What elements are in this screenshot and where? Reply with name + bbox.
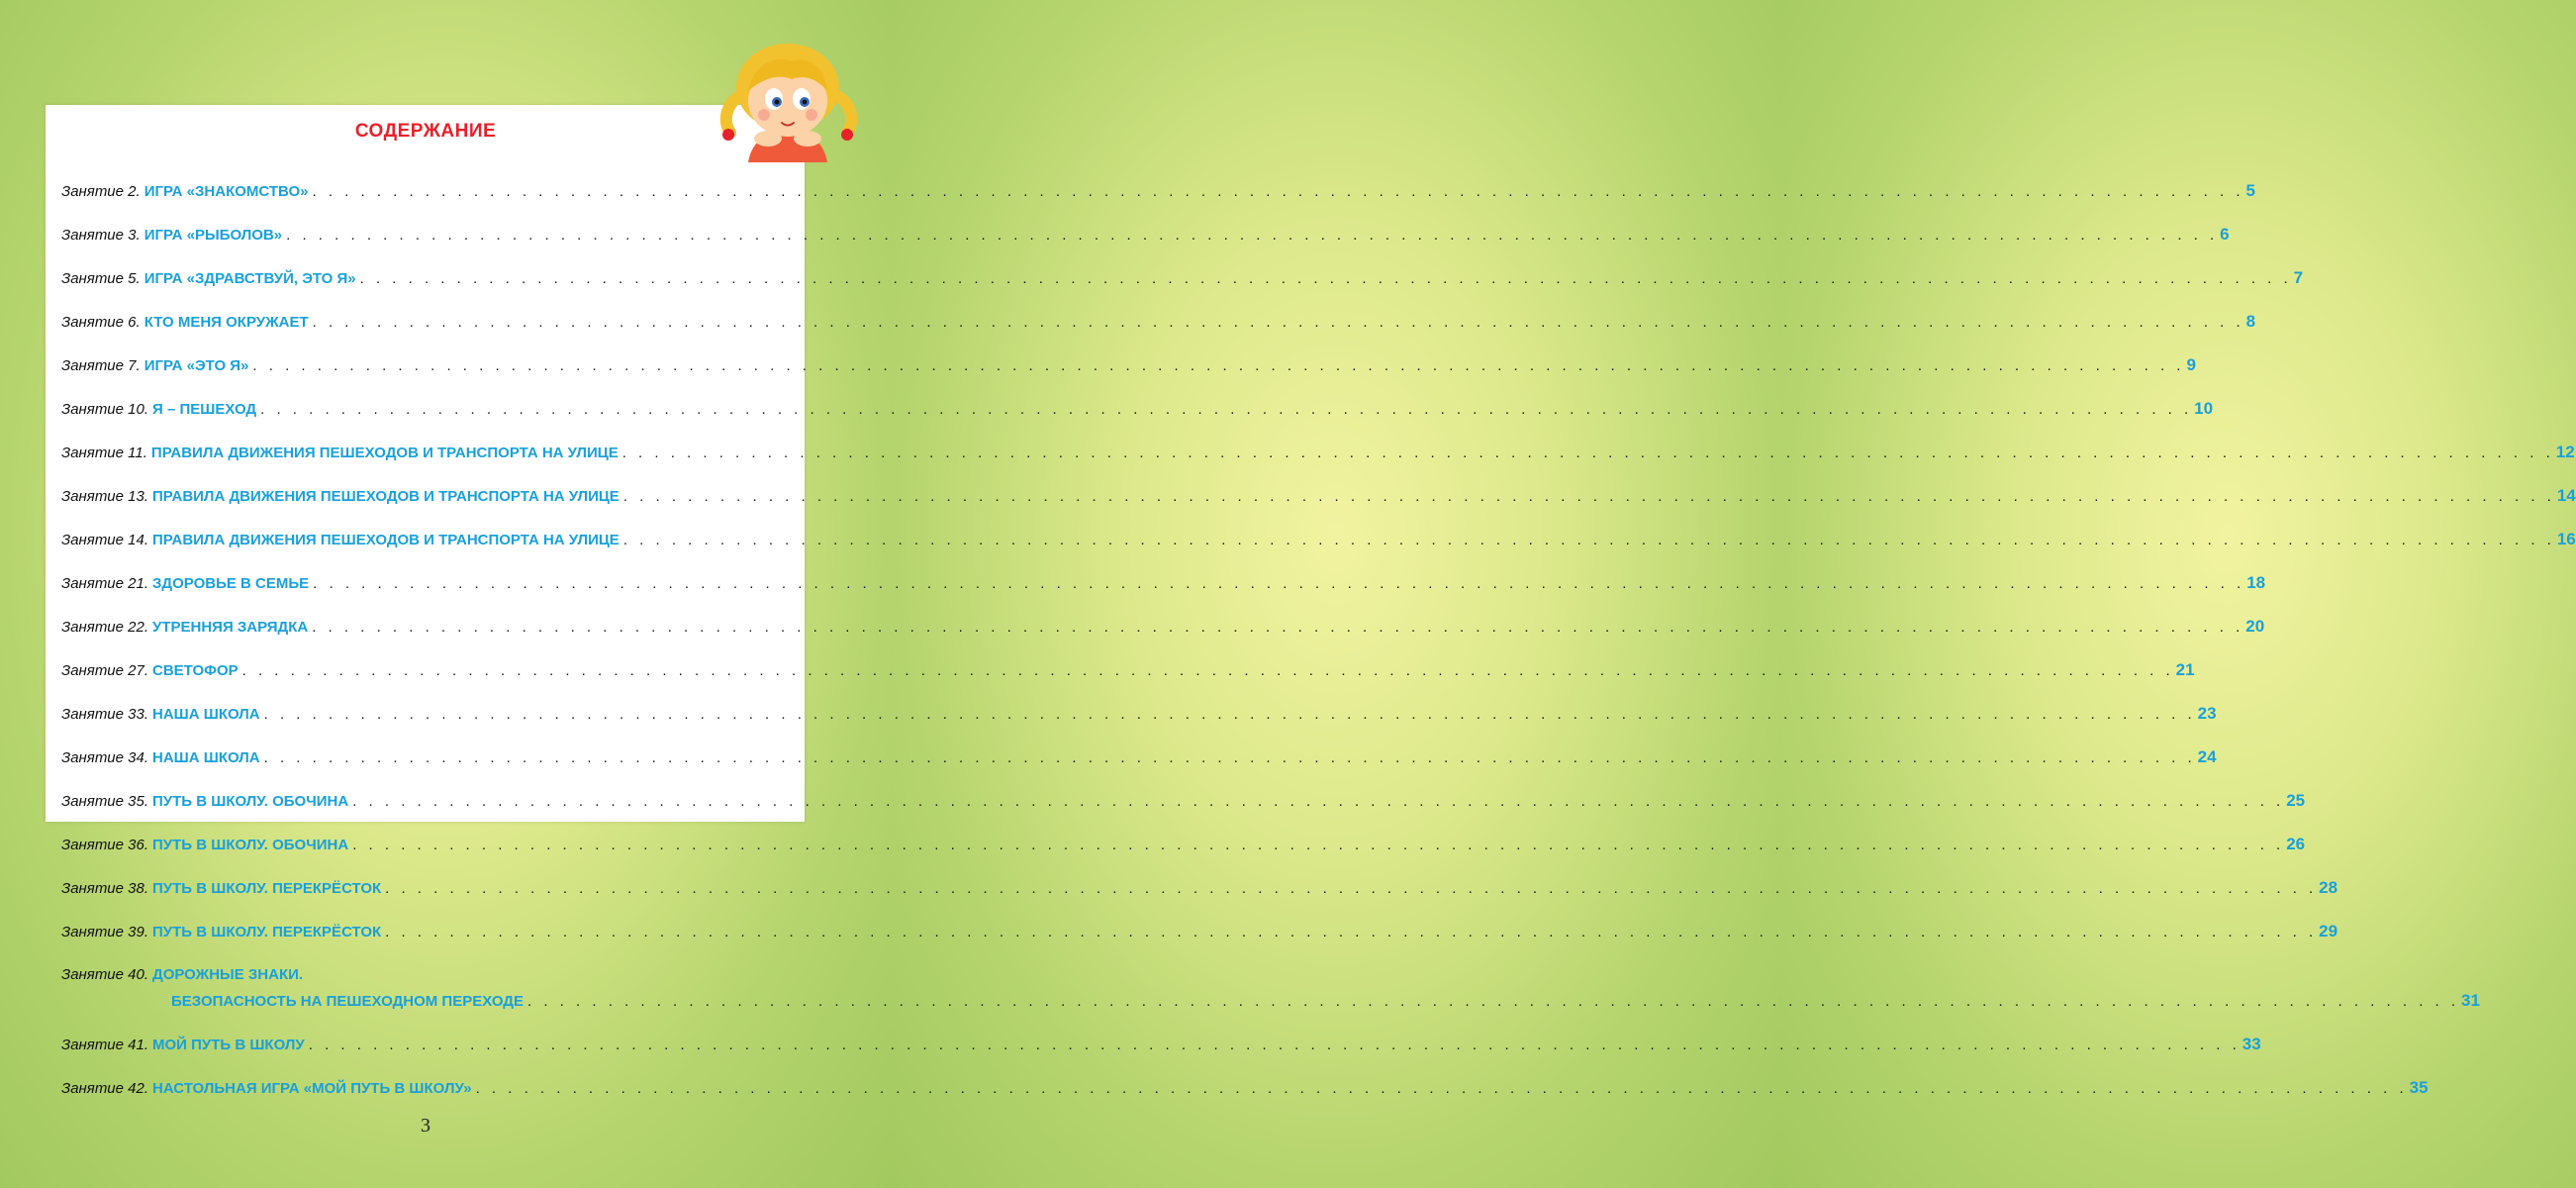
dot-leader: . . . . . . . . . . . . . . . . . . . . . . . . . . . . . . . . . . . . . . . . . . . . . . . . . . . . . . . . . . . . . . . . . . . . . . . . . . . . . . . . . . . . . . . . . . . . . . . . . . . . . . . . . . . . . . . . . . . . . . . . <box>308 1037 2241 1053</box>
toc-entry-label: Занятие 5. <box>61 270 141 287</box>
toc-entry[interactable] <box>61 832 2306 857</box>
toc-entry-page: 9 <box>2186 355 2196 374</box>
dot-leader: . . . . . . . . . . . . . . . . . . . . . . . . . . . . . . . . . . . . . . . . . . . . . . . . . . . . . . . . . . . . . . . . . . . . . . . . . . . . . . . . . . . . . . . . . . . . . . . . . . . . . . . . . . . . . . . . . . . . . . . . <box>385 880 2318 897</box>
toc-entry-title: МОЙ ПУТЬ В ШКОЛУ <box>152 1037 305 1053</box>
toc-entry-page: 28 <box>2319 878 2338 897</box>
toc-entry[interactable] <box>61 396 2214 422</box>
toc-entry-label: Занятие 21. <box>61 575 149 592</box>
toc-entry-title-line2: БЕЗОПАСНОСТЬ НА ПЕШЕХОДНОМ ПЕРЕХОДЕ <box>171 993 525 1010</box>
toc-entry[interactable] <box>61 962 788 988</box>
toc-entry[interactable] <box>61 788 2306 814</box>
dot-leader: . . . . . . . . . . . . . . . . . . . . . . . . . . . . . . . . . . . . . . . . . . . . . . . . . . . . . . . . . . . . . . . . . . . . . . . . . . . . . . . . . . . . . . . . . . . . . . . . . . . . . . . . . . . . . . . . . . . . . . . . <box>352 793 2285 810</box>
dot-leader: . . . . . . . . . . . . . . . . . . . . . . . . . . . . . . . . . . . . . . . . . . . . . . . . . . . . . . . . . . . . . . . . . . . . . . . . . . . . . . . . . . . . . . . . . . . . . . . . . . . . . . . . . . . . . . . . . . . . . . . . <box>241 662 2174 679</box>
toc-entry-title: ПРАВИЛА ДВИЖЕНИЯ ПЕШЕХОДОВ И ТРАНСПОРТА НА УЛИЦЕ <box>152 532 620 548</box>
page-title: СОДЕРЖАНИЕ <box>354 121 497 142</box>
toc-entry-title: ПРАВИЛА ДВИЖЕНИЯ ПЕШЕХОДОВ И ТРАНСПОРТА НА УЛИЦЕ <box>150 445 619 461</box>
toc-entry-title: ИГРА «РЫБОЛОВ» <box>143 227 283 244</box>
toc-entry-label: Занятие 11. <box>61 445 147 461</box>
toc-entry-label: Занятие 2. <box>61 183 141 200</box>
toc-entry[interactable] <box>61 875 2338 901</box>
dot-leader: . . . . . . . . . . . . . . . . . . . . . . . . . . . . . . . . . . . . . . . . . . . . . . . . . . . . . . . . . . . . . . . . . . . . . . . . . . . . . . . . . . . . . . . . . . . . . . . . . . . . . . . . . . . . . . . . . . . . . . . . <box>359 270 2292 287</box>
toc-entry-label: Занятие 27. <box>61 662 149 679</box>
toc-entry[interactable] <box>61 352 2196 378</box>
toc-entry[interactable] <box>61 701 2217 727</box>
girl-illustration <box>709 36 867 162</box>
toc-entry-title: НАСТОЛЬНАЯ ИГРА «МОЙ ПУТЬ В ШКОЛУ» <box>152 1080 472 1097</box>
toc-entry-page: 20 <box>2245 617 2265 636</box>
toc-entry-label: Занятие 34. <box>61 749 149 766</box>
dot-leader: . . . . . . . . . . . . . . . . . . . . . . . . . . . . . . . . . . . . . . . . . . . . . . . . . . . . . . . . . . . . . . . . . . . . . . . . . . . . . . . . . . . . . . . . . . . . . . . . . . . . . . . . . . . . . . . . . . . . . . . . <box>621 445 2554 461</box>
toc-entry-title: ИГРА «ЗНАКОМСТВО» <box>143 183 309 200</box>
toc-entry-title: ДОРОЖНЫЕ ЗНАКИ. <box>152 966 304 983</box>
toc-entry-page: 7 <box>2293 268 2304 287</box>
toc-entry-title: ИГРА «ЗДРАВСТВУЙ, ЭТО Я» <box>143 270 356 287</box>
toc-entry-page: 25 <box>2286 791 2306 810</box>
toc-entry[interactable] <box>61 570 2266 596</box>
toc-entry-title: НАША ШКОЛА <box>152 706 260 723</box>
dot-leader: . . . . . . . . . . . . . . . . . . . . . . . . . . . . . . . . . . . . . . . . . . . . . . . . . . . . . . . . . . . . . . . . . . . . . . . . . . . . . . . . . . . . . . . . . . . . . . . . . . . . . . . . . . . . . . . . . . . . . . . . <box>263 749 2196 766</box>
toc-entry-page: 12 <box>2555 443 2575 461</box>
toc-entry-page: 33 <box>2242 1035 2261 1053</box>
toc-entry-label: Занятие 35. <box>61 793 149 810</box>
toc-entry-label: Занятие 36. <box>61 837 149 853</box>
dot-leader: . . . . . . . . . . . . . . . . . . . . . . . . . . . . . . . . . . . . . . . . . . . . . . . . . . . . . . . . . . . . . . . . . . . . . . . . . . . . . . . . . . . . . . . . . . . . . . . . . . . . . . . . . . . . . . . . . . . . . . . . <box>313 575 2245 592</box>
toc-entry[interactable] <box>61 440 2575 465</box>
toc-entry-continuation[interactable] <box>171 988 2480 1014</box>
toc-entry[interactable] <box>61 527 2576 552</box>
dot-leader: . . . . . . . . . . . . . . . . . . . . . . . . . . . . . . . . . . . . . . . . . . . . . . . . . . . . . . . . . . . . . . . . . . . . . . . . . . . . . . . . . . . . . . . . . . . . . . . . . . . . . . . . . . . . . . . . . . . . . . . . <box>312 183 2244 200</box>
dot-leader: . . . . . . . . . . . . . . . . . . . . . . . . . . . . . . . . . . . . . . . . . . . . . . . . . . . . . . . . . . . . . . . . . . . . . . . . . . . . . . . . . . . . . . . . . . . . . . . . . . . . . . . . . . . . . . . . . . . . . . . . <box>260 401 2193 418</box>
toc-entry[interactable] <box>61 744 2217 770</box>
toc-entry-label: Занятие 42. <box>61 1080 149 1097</box>
toc-entry-title: УТРЕННЯЯ ЗАРЯДКА <box>152 619 309 636</box>
dot-leader: . . . . . . . . . . . . . . . . . . . . . . . . . . . . . . . . . . . . . . . . . . . . . . . . . . . . . . . . . . . . . . . . . . . . . . . . . . . . . . . . . . . . . . . . . . . . . . . . . . . . . . . . . . . . . . . . . . . . . . . . <box>385 924 2318 940</box>
toc-entry-label: Занятие 7. <box>61 357 141 374</box>
toc-entry-label: Занятие 33. <box>61 706 149 723</box>
toc-entry-label: Занятие 3. <box>61 227 141 244</box>
toc-entry-page: 10 <box>2194 399 2214 418</box>
toc-entry-title: ПУТЬ В ШКОЛУ. ПЕРЕКРЁСТОК <box>152 924 382 940</box>
toc-entry-label: Занятие 6. <box>61 314 141 331</box>
toc-entry[interactable] <box>61 265 2304 291</box>
dot-leader: . . . . . . . . . . . . . . . . . . . . . . . . . . . . . . . . . . . . . . . . . . . . . . . . . . . . . . . . . . . . . . . . . . . . . . . . . . . . . . . . . . . . . . . . . . . . . . . . . . . . . . . . . . . . . . . . . . . . . . . . <box>527 993 2460 1010</box>
toc-entry-title: КТО МЕНЯ ОКРУЖАЕТ <box>143 314 309 331</box>
toc-entry-title: ПРАВИЛА ДВИЖЕНИЯ ПЕШЕХОДОВ И ТРАНСПОРТА НА УЛИЦЕ <box>152 488 620 505</box>
toc-entry[interactable] <box>61 1032 2261 1057</box>
toc-entry-label: Занятие 10. <box>61 401 149 418</box>
toc-entry-page: 29 <box>2319 922 2338 940</box>
toc-entry-label: Занятие 41. <box>61 1037 149 1053</box>
toc-entry-title: ПУТЬ В ШКОЛУ. ПЕРЕКРЁСТОК <box>152 880 382 897</box>
toc-entry-label: Занятие 13. <box>61 488 149 505</box>
toc-entry-page: 5 <box>2245 181 2255 200</box>
toc-entry-page: 23 <box>2197 704 2217 723</box>
toc-entry[interactable] <box>61 483 2576 509</box>
dot-leader: . . . . . . . . . . . . . . . . . . . . . . . . . . . . . . . . . . . . . . . . . . . . . . . . . . . . . . . . . . . . . . . . . . . . . . . . . . . . . . . . . . . . . . . . . . . . . . . . . . . . . . . . . . . . . . . . . . . . . . . . <box>475 1080 2408 1097</box>
toc-entry-page: 21 <box>2175 660 2195 679</box>
toc-entry-title: Я – ПЕШЕХОД <box>152 401 257 418</box>
dot-leader: . . . . . . . . . . . . . . . . . . . . . . . . . . . . . . . . . . . . . . . . . . . . . . . . . . . . . . . . . . . . . . . . . . . . . . . . . . . . . . . . . . . . . . . . . . . . . . . . . . . . . . . . . . . . . . . . . . . . . . . . <box>622 488 2555 505</box>
toc-entry-page: 24 <box>2197 747 2217 766</box>
dot-leader: . . . . . . . . . . . . . . . . . . . . . . . . . . . . . . . . . . . . . . . . . . . . . . . . . . . . . . . . . . . . . . . . . . . . . . . . . . . . . . . . . . . . . . . . . . . . . . . . . . . . . . . . . . . . . . . . . . . . . . . . <box>252 357 2185 374</box>
toc-entry-page: 35 <box>2409 1078 2429 1097</box>
toc-entry-page: 6 <box>2220 225 2230 244</box>
dot-leader: . . . . . . . . . . . . . . . . . . . . . . . . . . . . . . . . . . . . . . . . . . . . . . . . . . . . . . . . . . . . . . . . . . . . . . . . . . . . . . . . . . . . . . . . . . . . . . . . . . . . . . . . . . . . . . . . . . . . . . . . <box>622 532 2555 548</box>
toc-entry[interactable] <box>61 614 2265 640</box>
toc-entry-title: СВЕТОФОР <box>152 662 239 679</box>
toc-entry-page: 16 <box>2556 530 2576 548</box>
toc-entry-title: ПУТЬ В ШКОЛУ. ОБОЧИНА <box>152 837 349 853</box>
dot-leader: . . . . . . . . . . . . . . . . . . . . . . . . . . . . . . . . . . . . . . . . . . . . . . . . . . . . . . . . . . . . . . . . . . . . . . . . . . . . . . . . . . . . . . . . . . . . . . . . . . . . . . . . . . . . . . . . . . . . . . . . <box>312 619 2244 636</box>
toc-entry-title: ПУТЬ В ШКОЛУ. ОБОЧИНА <box>152 793 349 810</box>
toc-entry-page: 18 <box>2246 573 2266 592</box>
toc-entry-title: ЗДОРОВЬЕ В СЕМЬЕ <box>152 575 310 592</box>
dot-leader: . . . . . . . . . . . . . . . . . . . . . . . . . . . . . . . . . . . . . . . . . . . . . . . . . . . . . . . . . . . . . . . . . . . . . . . . . . . . . . . . . . . . . . . . . . . . . . . . . . . . . . . . . . . . . . . . . . . . . . . . <box>263 706 2196 723</box>
toc-entry-label: Занятие 22. <box>61 619 149 636</box>
toc-entry-label: Занятие 40. <box>61 966 149 983</box>
toc-entry-page: 31 <box>2461 991 2480 1010</box>
dot-leader: . . . . . . . . . . . . . . . . . . . . . . . . . . . . . . . . . . . . . . . . . . . . . . . . . . . . . . . . . . . . . . . . . . . . . . . . . . . . . . . . . . . . . . . . . . . . . . . . . . . . . . . . . . . . . . . . . . . . . . . . <box>352 837 2285 853</box>
dot-leader: . . . . . . . . . . . . . . . . . . . . . . . . . . . . . . . . . . . . . . . . . . . . . . . . . . . . . . . . . . . . . . . . . . . . . . . . . . . . . . . . . . . . . . . . . . . . . . . . . . . . . . . . . . . . . . . . . . . . . . . . <box>312 314 2244 331</box>
dot-leader: . . . . . . . . . . . . . . . . . . . . . . . . . . . . . . . . . . . . . . . . . . . . . . . . . . . . . . . . . . . . . . . . . . . . . . . . . . . . . . . . . . . . . . . . . . . . . . . . . . . . . . . . . . . . . . . . . . . . . . . . <box>286 227 2219 244</box>
toc-entry-page: 8 <box>2245 312 2256 331</box>
toc-entry-label: Занятие 38. <box>61 880 149 897</box>
toc-entry[interactable] <box>61 1075 2429 1101</box>
toc-entry[interactable] <box>61 309 2256 335</box>
page-number: 3 <box>421 1115 430 1137</box>
toc-entry-title: НАША ШКОЛА <box>152 749 260 766</box>
toc-entry[interactable] <box>61 178 2255 204</box>
toc-entry[interactable] <box>61 222 2230 248</box>
toc-entry-title: ИГРА «ЭТО Я» <box>143 357 249 374</box>
toc-entry[interactable] <box>61 657 2195 683</box>
toc-entry-page: 14 <box>2556 486 2576 505</box>
toc-entry-label: Занятие 39. <box>61 924 149 940</box>
toc-entry[interactable] <box>61 919 2338 944</box>
toc-entry-page: 26 <box>2286 835 2306 853</box>
toc-entry-label: Занятие 14. <box>61 532 149 548</box>
